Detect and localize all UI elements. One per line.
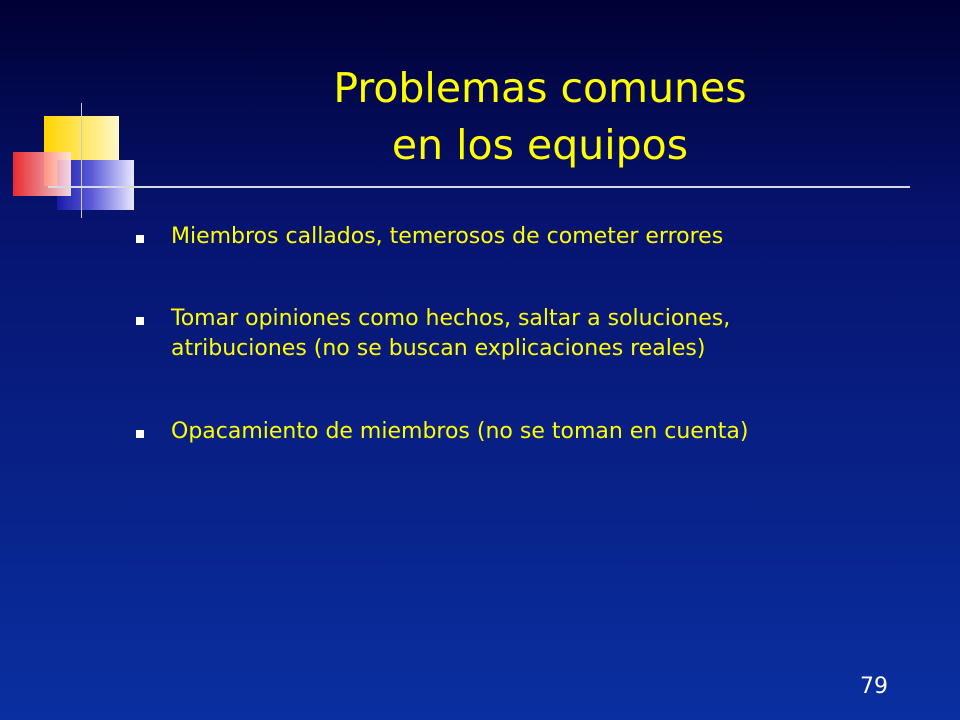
slide-title xyxy=(160,60,920,174)
bullet-square-icon xyxy=(136,235,144,243)
bullet-square-icon xyxy=(136,430,144,438)
bullet-item xyxy=(134,304,934,364)
title-underline xyxy=(48,186,910,188)
bullet-item xyxy=(134,222,934,252)
bullet-square-icon xyxy=(136,317,144,325)
bullet-text: Miembros callados, temerosos de cometer errores xyxy=(171,224,724,249)
slide-title-line-1: Problemas comunes xyxy=(333,64,747,112)
bullet-text-continued: atribuciones (no se buscan explicaciones reales) xyxy=(171,336,706,361)
bullet-item xyxy=(134,417,934,447)
bullet-list xyxy=(134,222,934,447)
decorative-vertical-line xyxy=(81,103,82,218)
slide-title-line-2: en los equipos xyxy=(391,121,689,169)
bullet-text: Tomar opiniones como hechos, saltar a soluciones, xyxy=(171,306,731,331)
decorative-red-square xyxy=(13,152,71,196)
bullet-text: Opacamiento de miembros (no se toman en cuenta) xyxy=(171,419,749,444)
page-number: 79 xyxy=(860,674,888,699)
